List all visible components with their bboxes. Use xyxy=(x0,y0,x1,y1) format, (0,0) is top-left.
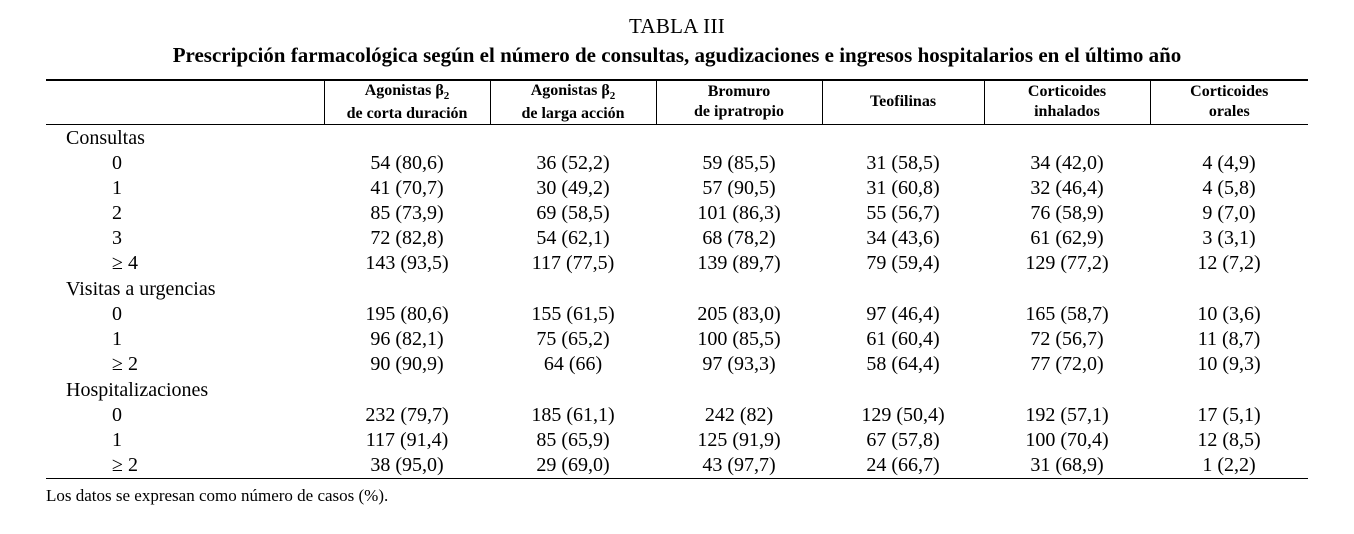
cell: 32 (46,4) xyxy=(1030,177,1104,200)
cell: 43 (97,7) xyxy=(702,454,776,477)
row-label: 2 xyxy=(112,202,122,225)
cell: 100 (70,4) xyxy=(1025,429,1109,452)
cell: 36 (52,2) xyxy=(536,152,610,175)
row-label: 1 xyxy=(112,429,122,452)
table-row xyxy=(46,403,1308,428)
cell: 101 (86,3) xyxy=(697,202,781,225)
column-header-line2: orales xyxy=(1208,103,1250,121)
cell xyxy=(822,276,984,302)
cell: 3 (3,1) xyxy=(1202,227,1256,250)
cell: 11 (8,7) xyxy=(1197,328,1261,351)
column-header-line1: Corticoides xyxy=(1190,83,1269,101)
cell: 97 (46,4) xyxy=(866,303,940,326)
cell: 165 (58,7) xyxy=(1025,303,1109,326)
row-label: 0 xyxy=(112,303,122,326)
cell: 90 (90,9) xyxy=(370,353,444,376)
cell: 97 (93,3) xyxy=(702,353,776,376)
cell: 117 (91,4) xyxy=(365,429,449,452)
cell: 242 (82) xyxy=(704,404,774,427)
cell: 125 (91,9) xyxy=(697,429,781,452)
cell: 59 (85,5) xyxy=(702,152,776,175)
cell: 9 (7,0) xyxy=(1202,202,1256,225)
cell: 38 (95,0) xyxy=(370,454,444,477)
cell xyxy=(656,124,822,151)
cell: 100 (85,5) xyxy=(697,328,781,351)
table-body xyxy=(46,124,1308,478)
row-label: ≥ 2 xyxy=(112,454,138,477)
cell: 31 (60,8) xyxy=(866,177,940,200)
cell: 4 (4,9) xyxy=(1202,152,1256,175)
data-table xyxy=(46,79,1308,478)
cell xyxy=(822,124,984,151)
row-label: 0 xyxy=(112,152,122,175)
table-row xyxy=(46,151,1308,176)
cell: 67 (57,8) xyxy=(866,429,940,452)
table-row xyxy=(46,251,1308,276)
cell xyxy=(324,124,490,151)
cell: 17 (5,1) xyxy=(1197,404,1261,427)
cell: 232 (79,7) xyxy=(365,404,449,427)
row-label: Consultas xyxy=(66,126,145,149)
cell: 72 (82,8) xyxy=(370,227,444,250)
cell: 24 (66,7) xyxy=(866,454,940,477)
cell xyxy=(822,377,984,403)
table-row xyxy=(46,377,1308,403)
cell: 61 (60,4) xyxy=(866,328,940,351)
cell: 31 (68,9) xyxy=(1030,454,1104,477)
cell: 129 (50,4) xyxy=(861,404,945,427)
table-number: TABLA III xyxy=(628,14,726,38)
cell xyxy=(324,377,490,403)
cell: 1 (2,2) xyxy=(1202,454,1256,477)
row-label: Visitas a urgencias xyxy=(66,277,216,300)
cell: 75 (65,2) xyxy=(536,328,610,351)
column-header-bromuro-ipratropio xyxy=(656,80,822,124)
cell: 41 (70,7) xyxy=(370,177,444,200)
cell: 195 (80,6) xyxy=(365,303,449,326)
cell: 192 (57,1) xyxy=(1025,404,1109,427)
table-row xyxy=(46,176,1308,201)
cell xyxy=(984,377,1150,403)
cell xyxy=(656,377,822,403)
cell xyxy=(1150,124,1308,151)
column-header-line2: de larga acción xyxy=(521,104,625,122)
cell: 58 (64,4) xyxy=(866,353,940,376)
table-row xyxy=(46,226,1308,251)
table-footnote: Los datos se expresan como número de casos (%). xyxy=(46,485,389,505)
table-row xyxy=(46,453,1308,478)
column-header-sub: 2 xyxy=(443,89,450,102)
table-row xyxy=(46,276,1308,302)
cell: 29 (69,0) xyxy=(536,454,610,477)
cell xyxy=(984,276,1150,302)
cell: 57 (90,5) xyxy=(702,177,776,200)
cell: 34 (42,0) xyxy=(1030,152,1104,175)
table-row xyxy=(46,327,1308,352)
cell: 96 (82,1) xyxy=(370,328,444,351)
table-row xyxy=(46,201,1308,226)
cell: 139 (89,7) xyxy=(697,252,781,275)
column-header-corticoides-orales xyxy=(1150,80,1308,124)
cell: 85 (73,9) xyxy=(370,202,444,225)
cell: 79 (59,4) xyxy=(866,252,940,275)
column-header-line1: Corticoides xyxy=(1027,83,1107,101)
row-label: 3 xyxy=(112,227,122,250)
column-header-line1: Agonistas β xyxy=(530,82,610,99)
table-header xyxy=(46,80,1308,124)
cell: 143 (93,5) xyxy=(365,252,449,275)
cell: 55 (56,7) xyxy=(866,202,940,225)
column-header-line2: de ipratropio xyxy=(694,103,784,121)
cell xyxy=(1150,276,1308,302)
row-label: Hospitalizaciones xyxy=(66,378,209,401)
row-label: 1 xyxy=(112,328,122,351)
table-row xyxy=(46,352,1308,377)
column-header-line1: Bromuro xyxy=(707,83,771,101)
column-header-sub: 2 xyxy=(609,89,616,102)
cell xyxy=(656,276,822,302)
cell: 12 (7,2) xyxy=(1197,252,1261,275)
cell: 72 (56,7) xyxy=(1030,328,1104,351)
cell: 129 (77,2) xyxy=(1025,252,1109,275)
cell: 77 (72,0) xyxy=(1030,353,1104,376)
cell: 34 (43,6) xyxy=(866,227,940,250)
row-label: ≥ 2 xyxy=(112,353,138,376)
row-label: 0 xyxy=(112,404,122,427)
cell: 31 (58,5) xyxy=(866,152,940,175)
cell: 64 (66) xyxy=(543,353,603,376)
cell: 155 (61,5) xyxy=(531,303,615,326)
column-header-rowlabel xyxy=(46,80,324,124)
cell xyxy=(490,124,656,151)
cell: 76 (58,9) xyxy=(1030,202,1104,225)
cell: 12 (8,5) xyxy=(1197,429,1261,452)
column-header-line2: de corta duración xyxy=(346,104,468,122)
cell: 68 (78,2) xyxy=(702,227,776,250)
column-header-agonistas-corta xyxy=(324,80,490,124)
table-row xyxy=(46,428,1308,453)
cell: 4 (5,8) xyxy=(1202,177,1256,200)
table-row xyxy=(46,302,1308,327)
column-header-agonistas-larga xyxy=(490,80,656,124)
cell xyxy=(1150,377,1308,403)
column-header-corticoides-inhalados xyxy=(984,80,1150,124)
table-caption: Prescripción farmacológica según el número de consultas, agudizaciones e ingresos hospitalarios en el último año xyxy=(172,43,1182,67)
row-label: ≥ 4 xyxy=(112,252,138,275)
column-header-line2: inhalados xyxy=(1034,103,1100,121)
table-row xyxy=(46,124,1308,151)
column-header-teofilinas xyxy=(822,80,984,124)
cell xyxy=(984,124,1150,151)
column-header-line1: Agonistas β xyxy=(364,82,444,99)
cell: 54 (62,1) xyxy=(536,227,610,250)
cell: 10 (3,6) xyxy=(1197,303,1261,326)
row-label: 1 xyxy=(112,177,122,200)
column-header-line1: Teofilinas xyxy=(869,93,937,111)
cell: 61 (62,9) xyxy=(1030,227,1104,250)
header-row xyxy=(46,80,1308,124)
cell xyxy=(324,276,490,302)
cell xyxy=(490,377,656,403)
cell: 10 (9,3) xyxy=(1197,353,1261,376)
cell: 54 (80,6) xyxy=(370,152,444,175)
cell: 30 (49,2) xyxy=(536,177,610,200)
cell xyxy=(490,276,656,302)
cell: 205 (83,0) xyxy=(697,303,781,326)
cell: 185 (61,1) xyxy=(531,404,615,427)
cell: 69 (58,5) xyxy=(536,202,610,225)
cell: 117 (77,5) xyxy=(531,252,615,275)
cell: 85 (65,9) xyxy=(536,429,610,452)
